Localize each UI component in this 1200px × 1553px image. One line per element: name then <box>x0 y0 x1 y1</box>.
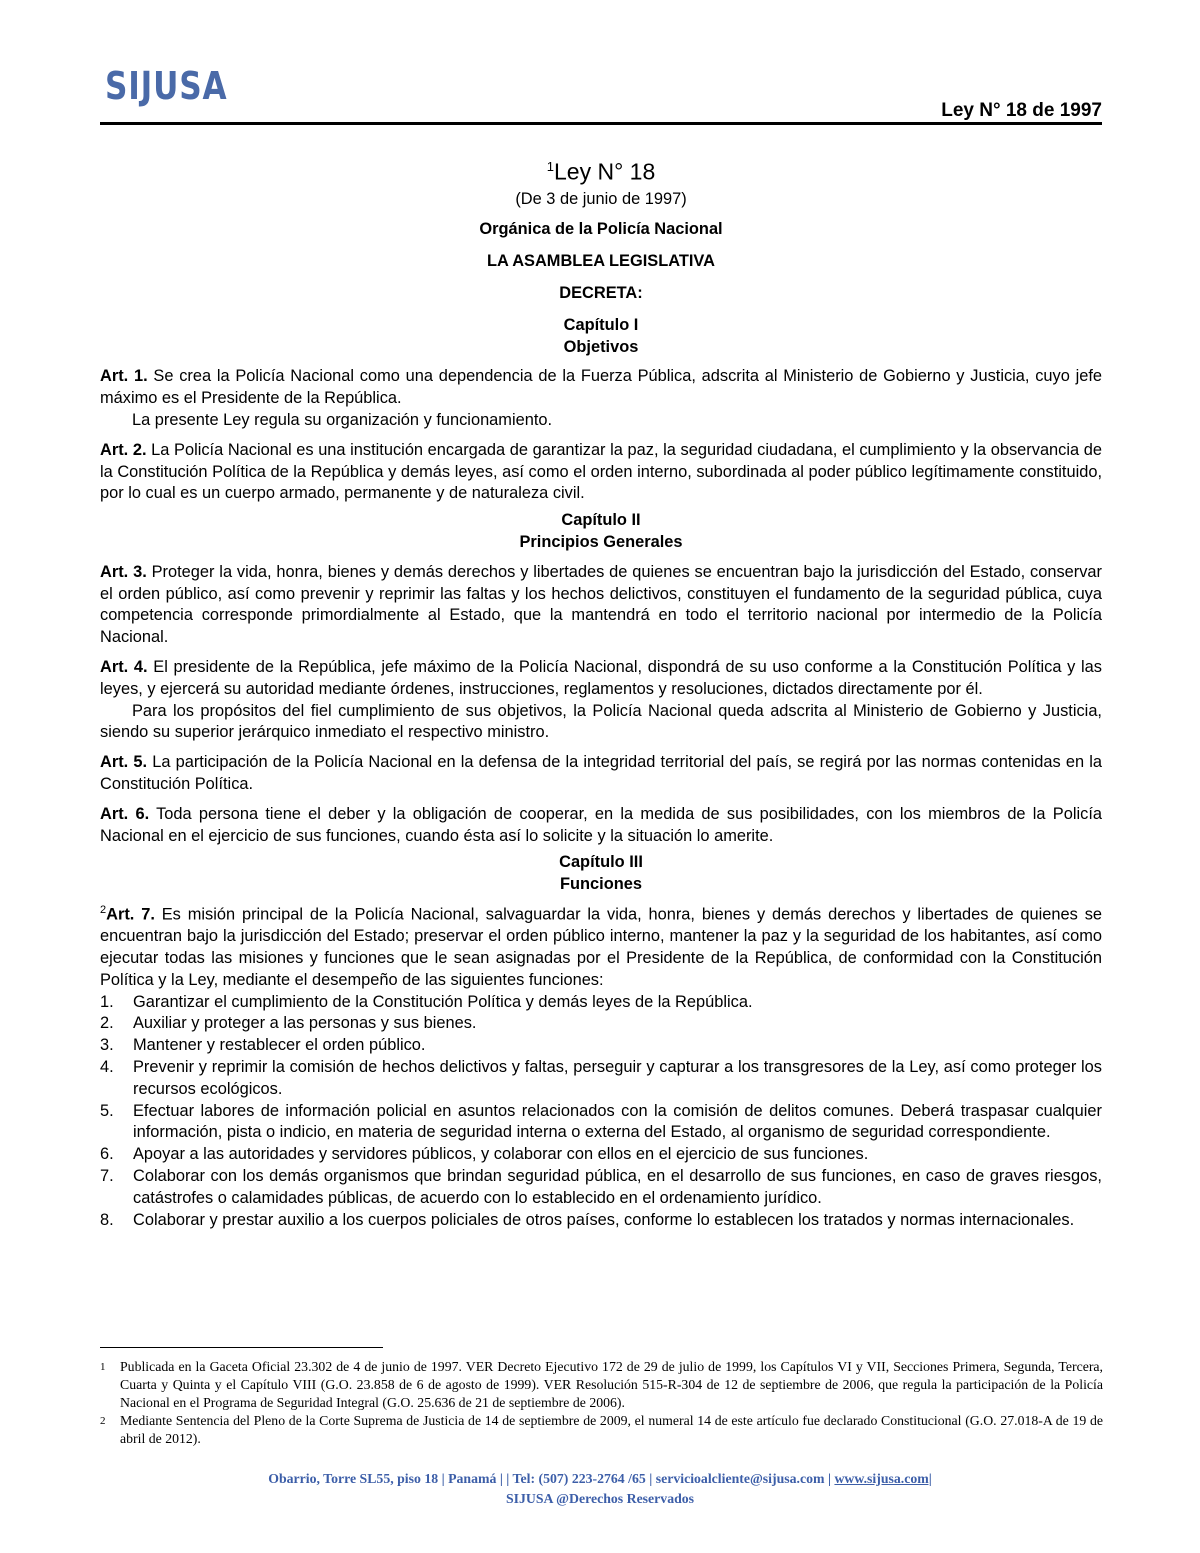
document-subtitle: Orgánica de la Policía Nacional <box>479 220 723 239</box>
decree-heading: DECRETA: <box>559 284 643 303</box>
chapter-1-label: Capítulo I <box>563 315 639 334</box>
header-rule <box>100 122 1102 125</box>
article-1-label: Art. 1. <box>100 367 148 386</box>
list-item-text: Auxiliar y proteger a las personas y sus bienes. <box>133 1014 477 1033</box>
footnote-2 <box>100 1412 1103 1448</box>
list-item-text: Mantener y restablecer el orden público. <box>133 1036 426 1055</box>
list-item-text: Apoyar a las autoridades y servidores públicos, y colaborar con ellos en el ejercicio de sus funciones. <box>133 1145 869 1164</box>
footer-copyright: SIJUSA @Derechos Reservados <box>505 1491 695 1506</box>
document-title <box>100 152 1102 187</box>
article-3 <box>100 562 1102 649</box>
footer-contact-text: Obarrio, Torre SL55, piso 18 | Panamá | | Tel: (507) 223-2764 /65 | servicioalcliente@sijusa.com | <box>268 1471 835 1486</box>
list-item-number: 3. <box>100 1036 114 1055</box>
list-item-number: 1. <box>100 992 114 1011</box>
title-footnote-marker[interactable]: 1 <box>546 159 554 174</box>
list-item <box>100 1210 1102 1232</box>
list-item <box>100 1035 1102 1057</box>
article-7-footnote-marker[interactable]: 2 <box>100 903 107 916</box>
list-item <box>100 1166 1102 1210</box>
assembly-heading: LA ASAMBLEA LEGISLATIVA <box>487 252 715 271</box>
list-item-number: 6. <box>100 1145 114 1164</box>
functions-list <box>100 992 1102 1232</box>
article-4 <box>100 657 1102 744</box>
list-item <box>100 1144 1102 1166</box>
title-text: Ley N° 18 <box>553 158 656 185</box>
article-5-text: La participación de la Policía Nacional en la defensa de la integridad territorial del país, se regirá por las normas contenidas en la Constitución Política. <box>100 753 1102 793</box>
list-item-text: Colaborar con los demás organismos que brindan seguridad pública, en el desarrollo de sus funciones, en caso de graves riesgos, catástrofes o calamidades públicas, de acuerdo con lo establecido en el ordenamiento jurídico. <box>133 1167 1102 1207</box>
chapter-2-label: Capítulo II <box>561 511 641 530</box>
list-item-text: Colaborar y prestar auxilio a los cuerpos policiales de otros países, conforme lo establecen los tratados y normas internacionales. <box>133 1210 1075 1229</box>
article-5 <box>100 752 1102 796</box>
article-7 <box>100 900 1102 1231</box>
document-body <box>100 152 1102 1231</box>
article-6-label: Art. 6. <box>100 804 150 823</box>
list-item <box>100 1101 1102 1145</box>
footnotes <box>100 1358 1103 1448</box>
footnote-text: Mediante Sentencia del Pleno de la Corte Suprema de Justicia de 14 de septiembre de 2009, el numeral 14 de este artículo fue declarado Constitucional (G.O. 27.018-A de 19 de abril de 2012). <box>120 1413 1103 1446</box>
article-6-text: Toda persona tiene el deber y la obligación de cooperar, en la medida de sus posibilidades, con los miembros de la Policía Nacional en el ejercicio de sus funciones, cuando ésta así lo solicite y la situación lo amerite. <box>100 804 1102 845</box>
article-2-label: Art. 2. <box>100 440 147 459</box>
footer-website-link[interactable]: www.sijusa.com| <box>834 1471 932 1486</box>
article-3-label: Art. 3. <box>100 562 147 581</box>
list-item-number: 2. <box>100 1014 114 1033</box>
chapter-3-label: Capítulo III <box>559 853 643 872</box>
list-item <box>100 992 1102 1014</box>
article-4-paragraph-2: Para los propósitos del fiel cumplimiento de sus objetivos, la Policía Nacional queda adscrita al Ministerio de Gobierno y Justicia, siendo su superior jerárquico inmediato el respectivo ministro. <box>100 701 1102 742</box>
list-item-text: Garantizar el cumplimiento de la Constitución Política y demás leyes de la República. <box>133 992 753 1011</box>
chapter-3-name: Funciones <box>560 875 642 894</box>
header-law-reference: Ley N° 18 de 1997 <box>941 100 1102 121</box>
sijusa-logo: SIJUSA <box>105 64 228 108</box>
footnote-number: 2 <box>100 1415 106 1427</box>
list-item-number: 5. <box>100 1101 114 1120</box>
article-1-text: Se crea la Policía Nacional como una dependencia de la Fuerza Pública, adscrita al Ministerio de Gobierno y Justicia, cuyo jefe máximo es el Presidente de la República. <box>100 367 1103 408</box>
footnote-number: 1 <box>100 1361 106 1373</box>
list-item-text: Prevenir y reprimir la comisión de hechos delictivos y faltas, perseguir y capturar a los transgresores de la Ley, así como proteger los recursos ecológicos. <box>133 1058 1102 1098</box>
footnote-1 <box>100 1358 1103 1412</box>
article-1 <box>100 366 1102 431</box>
footnote-text: Publicada en la Gaceta Oficial 23.302 de 4 de junio de 1997. VER Decreto Ejecutivo 172 de 29 de julio de 1999, los Capítulos VI y VII, Secciones Primera, Segunda, Tercera, Cuarta y Quinta y el Capítulo VIII (G.O. 23.858 de 6 de agosto de 1999). VER Resolución 515-R-304 de 12 de septiembre de 2006, que regula la participación de la Policía Nacional en el Programa de Seguridad Integral (G.O. 25.636 de 21 de septiembre de 2006). <box>120 1359 1103 1410</box>
list-item <box>100 1013 1102 1035</box>
article-7-label: Art. 7. <box>106 905 155 924</box>
document-date: (De 3 de junio de 1997) <box>515 189 687 208</box>
list-item <box>100 1057 1102 1101</box>
article-6 <box>100 804 1102 848</box>
article-4-text: El presidente de la República, jefe máximo de la Policía Nacional, dispondrá de su uso conforme a la Constitución Política y las leyes, y ejercerá su autoridad mediante órdenes, instrucciones, reglamentos y resoluciones, dictados directamente por él. <box>100 658 1102 698</box>
article-4-label: Art. 4. <box>100 658 148 676</box>
article-1-paragraph-2: La presente Ley regula su organización y funcionamiento. <box>132 411 553 430</box>
article-2 <box>100 440 1102 505</box>
article-2-text: La Policía Nacional es una institución encargada de garantizar la paz, la seguridad ciudadana, el cumplimiento y la observancia de la Constitución Política de la República y demás leyes, así como el orden interno, subordinada al poder público legítimamente constituido, por lo cual es un cuerpo armado, permanente y de naturaleza civil. <box>100 440 1102 503</box>
chapter-1-name: Objetivos <box>563 337 639 356</box>
article-7-text: Es misión principal de la Policía Nacional, salvaguardar la vida, honra, bienes y demás derechos y libertades de quienes se encuentran bajo la jurisdicción del Estado; preservar el orden público interno, mantener la paz y la seguridad de los habitantes, así como ejecutar todas las misiones y funciones que le sean asignadas por el Presidente de la República, de conformidad con la Constitución Política y la Ley, mediante el desempeño de las siguientes funciones: <box>100 905 1103 989</box>
list-item-number: 8. <box>100 1210 114 1229</box>
chapter-2-name: Principios Generales <box>519 533 683 552</box>
page-footer <box>100 1469 1100 1509</box>
footnote-separator <box>100 1347 383 1348</box>
footer-contact-line <box>100 1469 1100 1489</box>
list-item-number: 7. <box>100 1167 114 1185</box>
article-3-text: Proteger la vida, honra, bienes y demás derechos y libertades de quienes se encuentran bajo la jurisdicción del Estado, conservar el orden público, así como prevenir y reprimir las faltas y los hechos delictivos, constituyen el fundamento de la seguridad pública, cuya competencia corresponde primordialmente al Estado, que la mantendrá en todo el territorio nacional por intermedio de la Policía Nacional. <box>100 562 1102 647</box>
list-item-number: 4. <box>100 1058 114 1077</box>
list-item-text: Efectuar labores de información policial en asuntos relacionados con la comisión de delitos comunes. Deberá traspasar cualquier información, pista o indicio, en materia de seguridad interna o externa del Estado, al organismo de seguridad correspondiente. <box>133 1101 1102 1142</box>
article-5-label: Art. 5. <box>100 753 148 772</box>
